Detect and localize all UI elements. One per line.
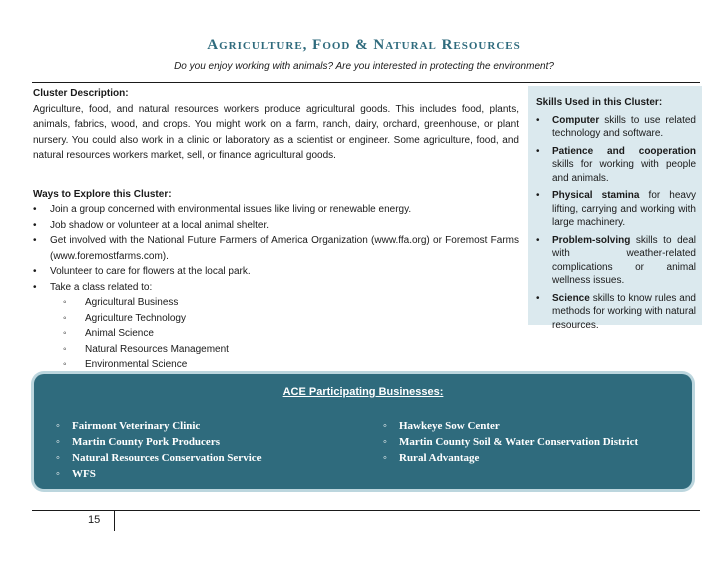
main-column [33,86,519,373]
business-item: ◦ WFS [56,468,96,480]
class-item: ◦ Agriculture Technology [63,312,186,324]
skill-item: • Patience and cooperation skills for working with people and animals. [536,145,696,184]
class-list [33,295,519,373]
skill-item: • Science skills to know rules and methods for working with natural resources. [536,292,696,331]
businesses-panel [34,374,692,489]
cluster-heading: Cluster Description: [33,88,129,99]
explore-list [33,202,519,295]
business-item: ◦ Fairmont Veterinary Clinic [56,420,201,432]
business-item: ◦ Martin County Pork Producers [56,436,220,448]
business-item: ◦ Rural Advantage [383,452,480,464]
explore-item: • Job shadow or volunteer at a local animal shelter. [33,219,270,231]
explore-item: • Take a class related to: [33,281,153,293]
skill-item: • Problem-solving skills to deal with weather-related complications or animal wellness issues. [536,234,696,286]
business-item: ◦ Hawkeye Sow Center [383,420,500,432]
businesses-right-list [383,418,638,466]
page-number: 15 [88,514,101,526]
skills-sidebar [528,86,702,331]
class-item: ◦ Animal Science [63,328,154,339]
skill-item: • Physical stamina for heavy lifting, carrying and working with large machinery. [536,190,696,228]
businesses-heading: ACE Participating Businesses: [282,386,444,398]
skills-heading: Skills Used in this Cluster: [536,97,663,108]
explore-item: • Join a group concerned with environmental issues like living or renewable energy. [33,204,412,215]
footer-rule [32,510,700,511]
class-item: ◦ Natural Resources Management [63,343,229,355]
page-number-divider [114,511,115,531]
skill-item: • Computer skills to use related technology and software. [536,114,696,139]
page-subtitle: Do you enjoy working with animals? Are you interested in protecting the environment? [174,61,554,72]
header-rule [32,82,700,83]
explore-heading: Ways to Explore this Cluster: [33,188,172,200]
class-item: ◦ Environmental Science [63,359,188,370]
explore-item: • Get involved with the National Future Farmers of America Organization (www.ffa.org) or Foremost Farms (www.foremostfarms.com). [33,235,519,262]
explore-item: • Volunteer to care for flowers at the local park. [33,266,251,277]
page-title: Agriculture, Food & Natural Resources [207,37,521,53]
cluster-description: Agriculture, food, and natural resources workers produce agricultural goods. This includes food, plants, animals, fabrics, wood, and crops. You might work on a farm, ranch, dairy, orchard, greenhouse, or plant nursery. You could also work in a clinic or laboratory as a scientist or engineer. Some agriculture, food, and natural resources workers market, sell, or finance agricultural goods. [33,103,519,161]
business-item: ◦ Natural Resources Conservation Service [56,452,262,464]
class-item: ◦ Agricultural Business [63,297,179,308]
businesses-left-list [56,418,262,482]
business-item: ◦ Martin County Soil & Water Conservation District [383,436,639,448]
